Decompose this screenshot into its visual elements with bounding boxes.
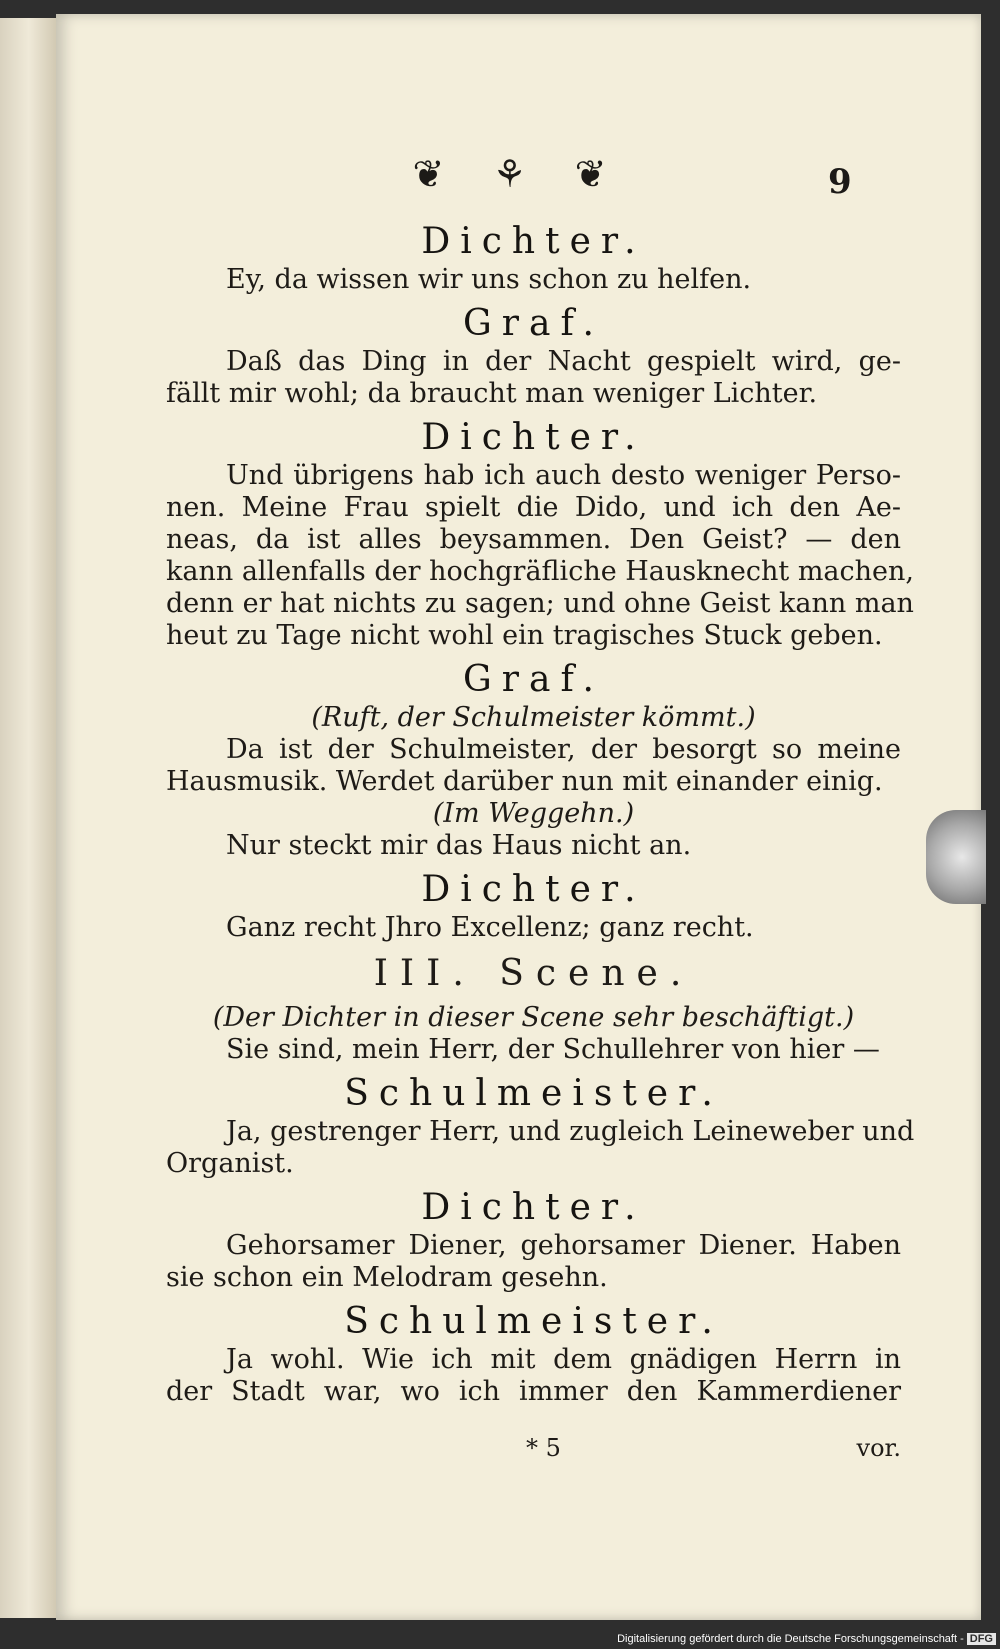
text-line: neas, da ist alles beysammen. Den Geist? — den: [166, 524, 901, 555]
speaker-name: Dichter.: [421, 1187, 646, 1228]
text-line: denn er hat nichts zu sagen; und ohne Geist kann man: [166, 588, 914, 619]
text-line: Daß das Ding in der Nacht gespielt wird, ge-: [226, 346, 901, 377]
text-line: Da ist der Schulmeister, der besorgt so meine: [226, 734, 901, 765]
stage-direction: (Im Weggehn.): [432, 798, 635, 829]
scene-heading: III. Scene.: [373, 953, 694, 994]
header-ornament: ❦ ⚘ ❦: [412, 152, 625, 196]
text-line: Gehorsamer Diener, gehorsamer Diener. Haben: [226, 1230, 901, 1261]
text-line: Hausmusik. Werdet darüber nun mit einander einig.: [166, 766, 883, 797]
text-line: Ja, gestrenger Herr, und zugleich Leineweber und: [226, 1116, 915, 1147]
page-clip: [926, 810, 986, 904]
text-line: Und übrigens hab ich auch desto weniger Perso-: [226, 460, 901, 491]
speaker-name: Dichter.: [421, 417, 646, 458]
speaker-name: Graf.: [463, 659, 604, 700]
speaker-name: Dichter.: [421, 869, 646, 910]
book-edge: [0, 18, 64, 1618]
page-text: [166, 214, 915, 1408]
speaker-name: Dichter.: [421, 221, 646, 262]
text-line: nen. Meine Frau spielt die Dido, und ich den Ae-: [166, 492, 901, 523]
signature-mark: * 5: [526, 1434, 561, 1462]
text-line: Nur steckt mir das Haus nicht an.: [226, 830, 692, 861]
text-line: heut zu Tage nicht wohl ein tragisches Stuck geben.: [166, 620, 883, 651]
text-line: sie schon ein Melodram gesehn.: [166, 1262, 608, 1293]
text-line: Organist.: [166, 1148, 294, 1179]
stage-direction: (Ruft, der Schulmeister kömmt.): [311, 702, 756, 733]
credit-text: Digitalisierung gefördert durch die Deutsche Forschungsgemeinschaft -: [617, 1633, 964, 1645]
text-line: Ja wohl. Wie ich mit dem gnädigen Herrn in: [226, 1344, 901, 1375]
text-line: fällt mir wohl; da braucht man weniger Lichter.: [166, 378, 818, 409]
text-line: Sie sind, mein Herr, der Schullehrer von hier —: [226, 1034, 880, 1065]
stage-direction: (Der Dichter in dieser Scene sehr beschäftigt.): [212, 1002, 855, 1033]
speaker-name: Schulmeister.: [344, 1301, 723, 1342]
digitization-credit: [617, 1633, 996, 1645]
dfg-logo: DFG: [967, 1633, 996, 1645]
catchword: vor.: [856, 1434, 901, 1462]
speaker-name: Graf.: [463, 303, 604, 344]
text-line: der Stadt war, wo ich immer den Kammerdiener: [166, 1376, 901, 1407]
speaker-name: Schulmeister.: [344, 1073, 723, 1114]
text-line: kann allenfalls der hochgräfliche Hausknecht machen,: [166, 556, 914, 587]
book-page: [56, 14, 981, 1620]
page-number: 9: [828, 162, 852, 202]
text-line: Ganz recht Jhro Excellenz; ganz recht.: [226, 912, 754, 943]
text-line: Ey, da wissen wir uns schon zu helfen.: [226, 264, 752, 295]
